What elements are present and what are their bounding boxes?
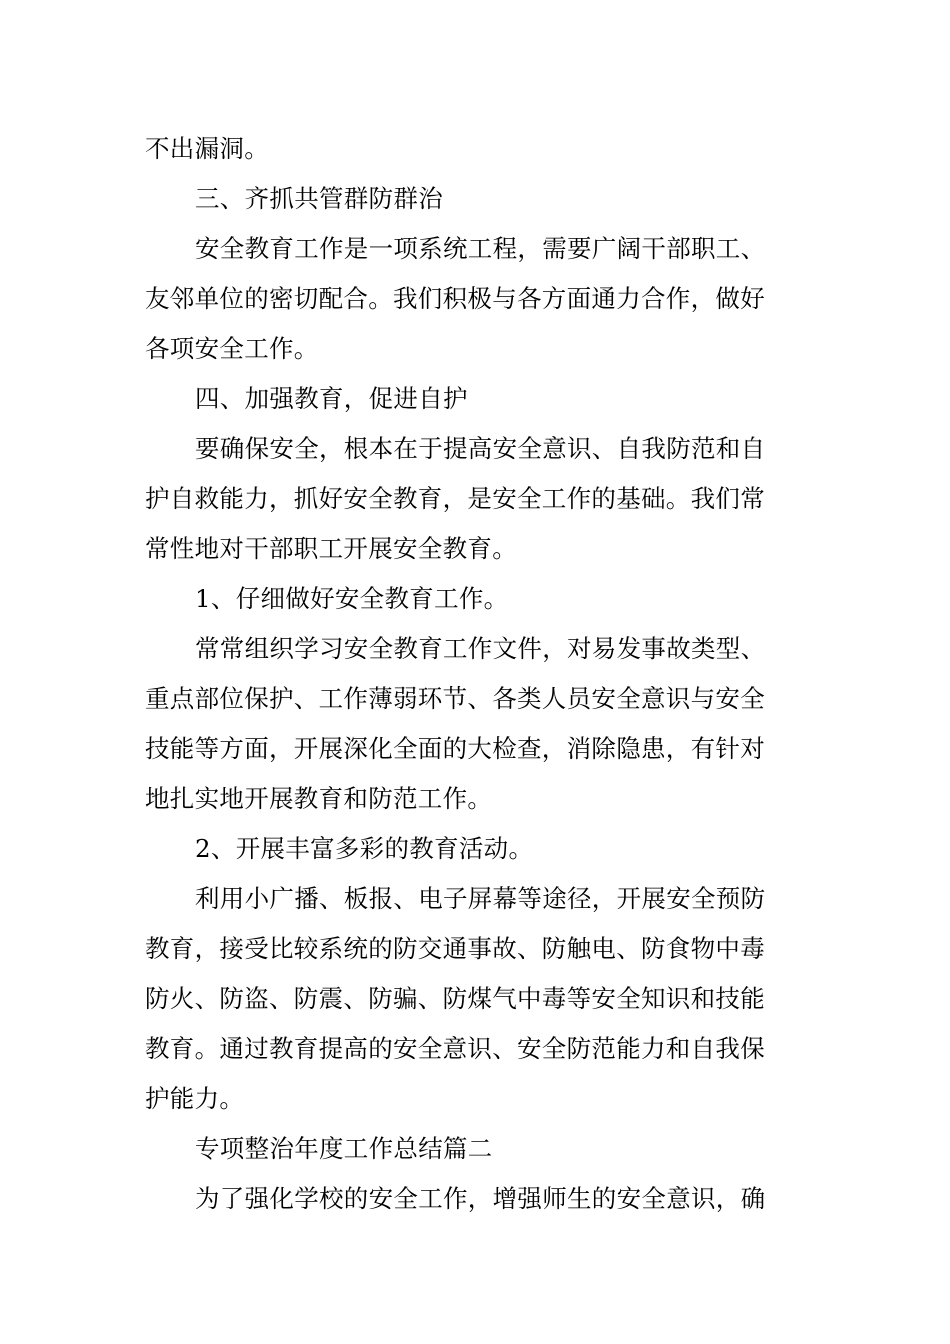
text-line: 利用小广播、板报、电子屏幕等途径，开展安全预防 (195, 884, 766, 913)
text-line: 防火、防盗、防震、防骗、防煤气中毒等安全知识和技能 (145, 984, 765, 1013)
text-line: 护自救能力，抓好安全教育，是安全工作的基础。我们常 (145, 484, 765, 513)
text-line: 教育。通过教育提高的安全意识、安全防范能力和自我保 (145, 1034, 765, 1063)
text-line: 四、加强教育，促进自护 (195, 384, 468, 413)
document-body (145, 124, 807, 1224)
text-line: 三、齐抓共管群防群治 (195, 184, 443, 213)
text-line: 专项整治年度工作总结篇二 (195, 1134, 493, 1163)
text-line: 常性地对干部职工开展安全教育。 (145, 534, 517, 563)
text-line: 重点部位保护、工作薄弱环节、各类人员安全意识与安全 (145, 684, 765, 713)
text-line: 要确保安全，根本在于提高安全意识、自我防范和自 (195, 434, 766, 463)
text-line: 地扎实地开展教育和防范工作。 (145, 784, 493, 813)
text-line: 技能等方面，开展深化全面的大检查，消除隐患，有针对 (145, 734, 765, 763)
text-line: 1、仔细做好安全教育工作。 (195, 584, 509, 613)
text-line: 友邻单位的密切配合。我们积极与各方面通力合作，做好 (145, 284, 765, 313)
text-line: 2、开展丰富多彩的教育活动。 (195, 834, 534, 863)
text-line: 常常组织学习安全教育工作文件，对易发事故类型、 (195, 634, 766, 663)
text-line: 教育，接受比较系统的防交通事故、防触电、防食物中毒 (145, 934, 765, 963)
text-line: 不出漏洞。 (145, 134, 269, 163)
text-line: 各项安全工作。 (145, 334, 319, 363)
text-line: 护能力。 (145, 1084, 245, 1113)
text-line: 安全教育工作是一项系统工程，需要广阔干部职工、 (195, 234, 766, 263)
text-line: 为了强化学校的安全工作，增强师生的安全意识，确 (195, 1184, 766, 1213)
